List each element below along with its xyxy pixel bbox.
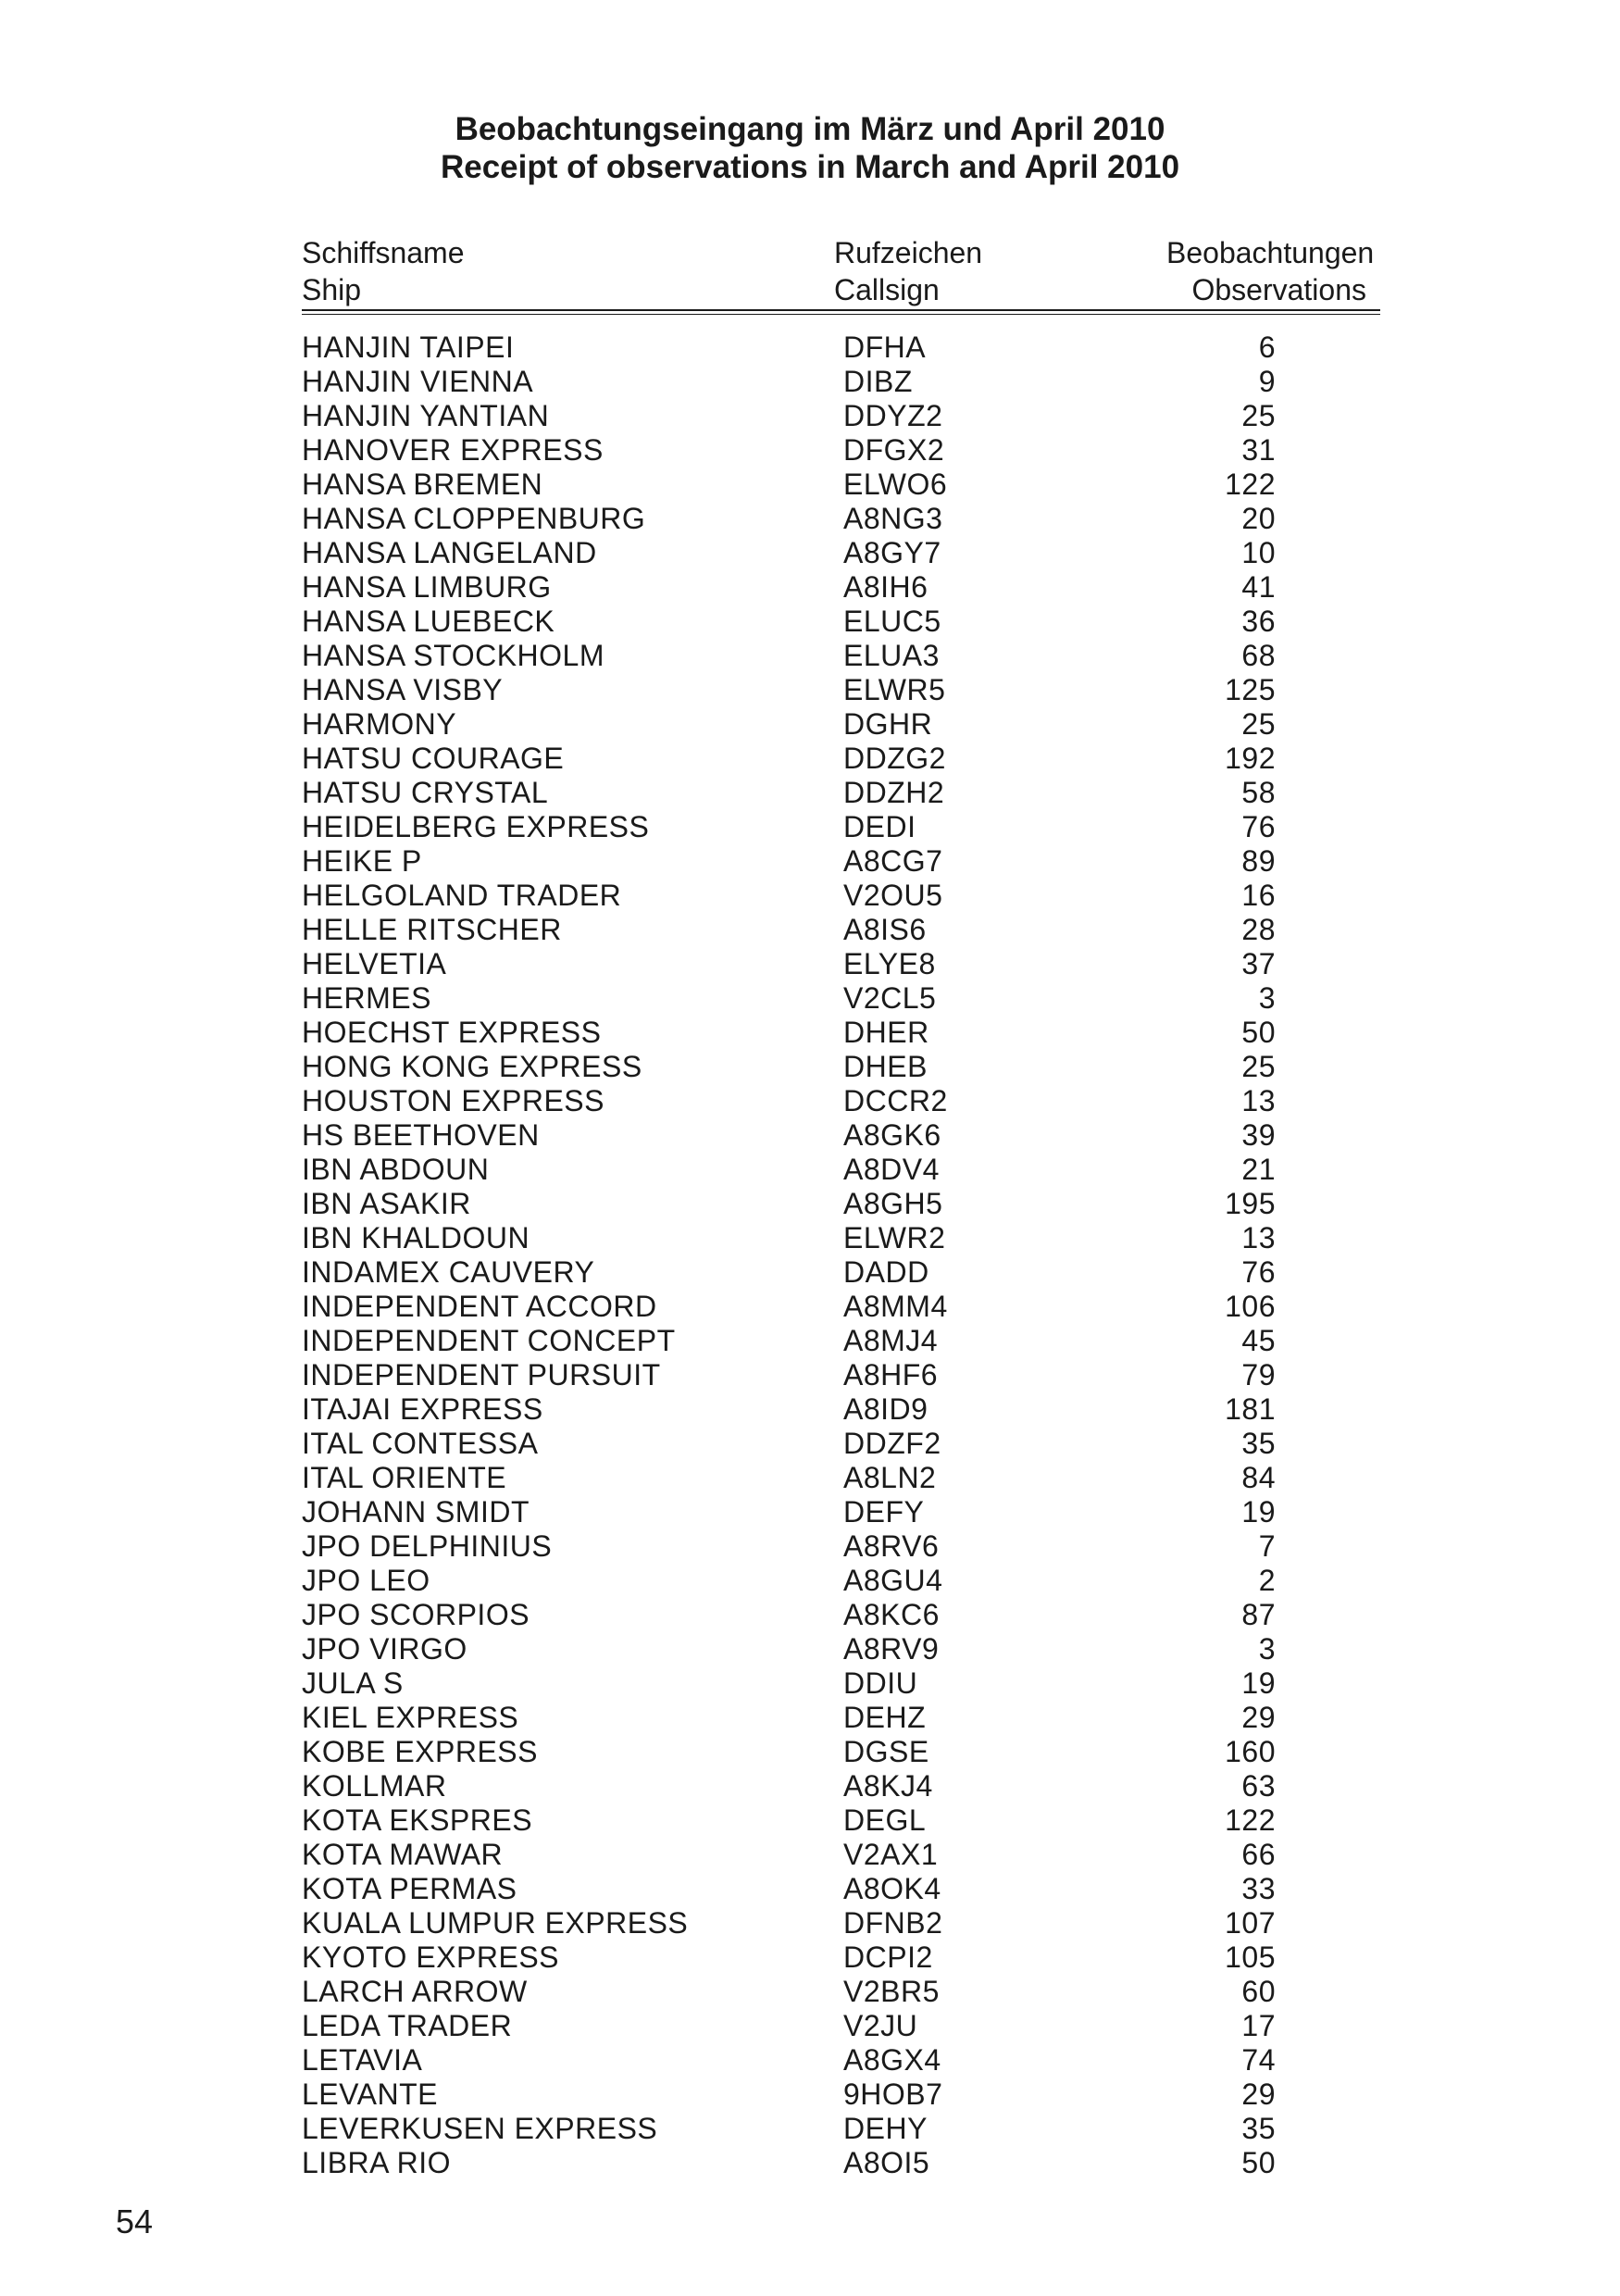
ship-name-cell: HEIDELBERG EXPRESS xyxy=(302,810,650,843)
callsign-cell: ELYE8 xyxy=(843,947,936,980)
ship-name-cell: ITAL ORIENTE xyxy=(302,1461,507,1494)
ship-name-cell: JOHANN SMIDT xyxy=(302,1495,530,1529)
observations-count-cell: 2 xyxy=(1258,1564,1276,1597)
ship-name-cell: JPO SCORPIOS xyxy=(302,1598,530,1631)
ship-name-cell: KOTA EKSPRES xyxy=(302,1803,533,1837)
observations-count-cell: 50 xyxy=(1241,2146,1276,2179)
table-row xyxy=(0,502,1620,536)
ship-name-cell: HATSU CRYSTAL xyxy=(302,776,549,809)
table-row xyxy=(0,1290,1620,1324)
table-row xyxy=(0,399,1620,433)
callsign-cell: V2JU xyxy=(843,2009,918,2042)
ship-name-cell: KUALA LUMPUR EXPRESS xyxy=(302,1906,689,1940)
table-row xyxy=(0,1872,1620,1906)
table-row xyxy=(0,1632,1620,1666)
observations-count-cell: 3 xyxy=(1258,1632,1276,1666)
ship-name-cell: IBN ABDOUN xyxy=(302,1153,490,1186)
observations-count-cell: 105 xyxy=(1225,1940,1276,1974)
callsign-cell: ELWR2 xyxy=(843,1221,946,1254)
column-header-ship-english: Ship xyxy=(302,273,362,306)
table-row xyxy=(0,1666,1620,1701)
observations-count-cell: 19 xyxy=(1241,1666,1276,1700)
ship-name-cell: HANSA LANGELAND xyxy=(302,536,597,569)
table-row xyxy=(0,365,1620,399)
page-title-english: Receipt of observations in March and April 2010 xyxy=(440,149,1180,185)
observations-count-cell: 25 xyxy=(1241,1050,1276,1083)
callsign-cell: DDZF2 xyxy=(843,1427,941,1460)
ship-name-cell: LEDA TRADER xyxy=(302,2009,513,2042)
callsign-cell: ELWO6 xyxy=(843,468,948,501)
table-row xyxy=(0,2009,1620,2043)
callsign-cell: A8CG7 xyxy=(843,844,943,878)
observations-count-cell: 181 xyxy=(1225,1392,1276,1426)
callsign-cell: DEGL xyxy=(843,1803,927,1837)
callsign-cell: A8HF6 xyxy=(843,1358,939,1391)
callsign-cell: DEDI xyxy=(843,810,916,843)
observations-count-cell: 19 xyxy=(1241,1495,1276,1529)
observations-count-cell: 84 xyxy=(1241,1461,1276,1494)
ship-name-cell: HANSA VISBY xyxy=(302,673,504,706)
ship-name-cell: HERMES xyxy=(302,981,431,1015)
table-row xyxy=(0,1255,1620,1290)
callsign-cell: A8GY7 xyxy=(843,536,941,569)
callsign-cell: DHEB xyxy=(843,1050,928,1083)
observations-count-cell: 122 xyxy=(1225,1803,1276,1837)
observations-count-cell: 35 xyxy=(1241,2112,1276,2145)
ship-name-cell: HELVETIA xyxy=(302,947,447,980)
observations-count-cell: 37 xyxy=(1241,947,1276,980)
callsign-cell: A8DV4 xyxy=(843,1153,940,1186)
observations-count-cell: 29 xyxy=(1241,2078,1276,2111)
callsign-cell: DADD xyxy=(843,1255,929,1289)
observations-count-cell: 125 xyxy=(1225,673,1276,706)
table-row xyxy=(0,673,1620,707)
observations-count-cell: 58 xyxy=(1241,776,1276,809)
observations-count-cell: 68 xyxy=(1241,639,1276,672)
callsign-cell: A8KJ4 xyxy=(843,1769,933,1803)
observations-count-cell: 31 xyxy=(1241,433,1276,467)
observations-count-cell: 66 xyxy=(1241,1838,1276,1871)
ship-name-cell: HANJIN TAIPEI xyxy=(302,331,515,364)
ship-name-cell: JPO DELPHINIUS xyxy=(302,1529,553,1563)
observations-count-cell: 74 xyxy=(1241,2043,1276,2077)
callsign-cell: DGSE xyxy=(843,1735,929,1768)
callsign-cell: DEFY xyxy=(843,1495,925,1529)
observations-count-cell: 25 xyxy=(1241,399,1276,432)
ship-name-cell: HELLE RITSCHER xyxy=(302,913,562,946)
table-row xyxy=(0,2078,1620,2112)
table-row xyxy=(0,913,1620,947)
observations-count-cell: 35 xyxy=(1241,1427,1276,1460)
ship-name-cell: HATSU COURAGE xyxy=(302,742,565,775)
observations-count-cell: 33 xyxy=(1241,1872,1276,1905)
table-row xyxy=(0,879,1620,913)
ship-name-cell: HANSA LIMBURG xyxy=(302,570,552,604)
table-row xyxy=(0,1940,1620,1975)
observations-count-cell: 41 xyxy=(1241,570,1276,604)
table-row xyxy=(0,981,1620,1016)
ship-name-cell: INDAMEX CAUVERY xyxy=(302,1255,595,1289)
callsign-cell: A8MJ4 xyxy=(843,1324,939,1357)
ship-name-cell: INDEPENDENT ACCORD xyxy=(302,1290,657,1323)
callsign-cell: ELWR5 xyxy=(843,673,946,706)
callsign-cell: DDZG2 xyxy=(843,742,946,775)
callsign-cell: A8RV6 xyxy=(843,1529,940,1563)
callsign-cell: V2AX1 xyxy=(843,1838,939,1871)
ship-name-cell: INDEPENDENT CONCEPT xyxy=(302,1324,676,1357)
ship-name-cell: HOUSTON EXPRESS xyxy=(302,1084,604,1117)
callsign-cell: A8KC6 xyxy=(843,1598,940,1631)
table-row xyxy=(0,742,1620,776)
callsign-cell: A8NG3 xyxy=(843,502,943,535)
page-title-german: Beobachtungseingang im März und April 2010 xyxy=(455,111,1165,147)
observations-count-cell: 192 xyxy=(1225,742,1276,775)
observations-count-cell: 10 xyxy=(1241,536,1276,569)
callsign-cell: A8LN2 xyxy=(843,1461,937,1494)
callsign-cell: DDIU xyxy=(843,1666,918,1700)
callsign-cell: A8GK6 xyxy=(843,1118,941,1152)
observations-count-cell: 76 xyxy=(1241,810,1276,843)
callsign-cell: A8GU4 xyxy=(843,1564,943,1597)
observations-count-cell: 122 xyxy=(1225,468,1276,501)
table-row xyxy=(0,639,1620,673)
table-row xyxy=(0,1598,1620,1632)
ship-name-cell: KIEL EXPRESS xyxy=(302,1701,519,1734)
callsign-cell: DFNB2 xyxy=(843,1906,943,1940)
callsign-cell: 9HOB7 xyxy=(843,2078,943,2111)
ship-name-cell: HANSA BREMEN xyxy=(302,468,543,501)
table-row xyxy=(0,2043,1620,2078)
ship-name-cell: LIBRA RIO xyxy=(302,2146,451,2179)
callsign-cell: ELUC5 xyxy=(843,605,941,638)
table-row xyxy=(0,844,1620,879)
observations-count-cell: 106 xyxy=(1225,1290,1276,1323)
callsign-cell: A8OK4 xyxy=(843,1872,941,1905)
ship-name-cell: KYOTO EXPRESS xyxy=(302,1940,559,1974)
ship-name-cell: KOTA PERMAS xyxy=(302,1872,517,1905)
ship-name-cell: HARMONY xyxy=(302,707,457,741)
callsign-cell: A8MM4 xyxy=(843,1290,948,1323)
ship-name-cell: HANSA LUEBECK xyxy=(302,605,555,638)
observations-count-cell: 28 xyxy=(1241,913,1276,946)
ship-name-cell: ITAJAI EXPRESS xyxy=(302,1392,543,1426)
ship-name-cell: HELGOLAND TRADER xyxy=(302,879,622,912)
ship-name-cell: LEVERKUSEN EXPRESS xyxy=(302,2112,658,2145)
ship-name-cell: KOBE EXPRESS xyxy=(302,1735,538,1768)
table-row xyxy=(0,2112,1620,2146)
callsign-cell: DCCR2 xyxy=(843,1084,948,1117)
observations-count-cell: 36 xyxy=(1241,605,1276,638)
table-row xyxy=(0,1838,1620,1872)
observations-count-cell: 50 xyxy=(1241,1016,1276,1049)
callsign-cell: V2BR5 xyxy=(843,1975,940,2008)
callsign-cell: V2OU5 xyxy=(843,879,943,912)
ship-name-cell: INDEPENDENT PURSUIT xyxy=(302,1358,661,1391)
observations-count-cell: 160 xyxy=(1225,1735,1276,1768)
ship-name-cell: HANOVER EXPRESS xyxy=(302,433,604,467)
table-row xyxy=(0,1975,1620,2009)
table-row xyxy=(0,1153,1620,1187)
table-row xyxy=(0,1564,1620,1598)
ship-name-cell: IBN ASAKIR xyxy=(302,1187,471,1220)
table-row xyxy=(0,1495,1620,1529)
callsign-cell: DDZH2 xyxy=(843,776,945,809)
table-row xyxy=(0,1084,1620,1118)
column-header-observations-german: Beobachtungen xyxy=(1166,236,1375,269)
table-row xyxy=(0,810,1620,844)
callsign-cell: A8RV9 xyxy=(843,1632,940,1666)
table-row xyxy=(0,433,1620,468)
column-header-callsign-german: Rufzeichen xyxy=(834,236,983,269)
table-row xyxy=(0,468,1620,502)
table-row xyxy=(0,1358,1620,1392)
ship-name-cell: KOTA MAWAR xyxy=(302,1838,504,1871)
ship-name-cell: HANSA STOCKHOLM xyxy=(302,639,604,672)
table-row xyxy=(0,1392,1620,1427)
callsign-cell: DEHY xyxy=(843,2112,928,2145)
callsign-cell: DIBZ xyxy=(843,365,913,398)
ship-name-cell: HOECHST EXPRESS xyxy=(302,1016,602,1049)
table-row xyxy=(0,1221,1620,1255)
callsign-cell: A8GH5 xyxy=(843,1187,943,1220)
callsign-cell: DFHA xyxy=(843,331,927,364)
column-header-ship-german: Schiffsname xyxy=(302,236,465,269)
ship-name-cell: JPO VIRGO xyxy=(302,1632,467,1666)
table-row xyxy=(0,1187,1620,1221)
observations-count-cell: 76 xyxy=(1241,1255,1276,1289)
table-row xyxy=(0,1461,1620,1495)
table-row xyxy=(0,707,1620,742)
table-row xyxy=(0,1529,1620,1564)
observations-count-cell: 17 xyxy=(1241,2009,1276,2042)
ship-name-cell: HANSA CLOPPENBURG xyxy=(302,502,646,535)
header-divider-thick xyxy=(302,309,1380,311)
page-number: 54 xyxy=(116,2202,154,2240)
callsign-cell: DDYZ2 xyxy=(843,399,943,432)
observations-count-cell: 29 xyxy=(1241,1701,1276,1734)
ship-name-cell: ITAL CONTESSA xyxy=(302,1427,539,1460)
ship-name-cell: KOLLMAR xyxy=(302,1769,447,1803)
callsign-cell: ELUA3 xyxy=(843,639,940,672)
table-row xyxy=(0,1118,1620,1153)
ship-name-cell: LARCH ARROW xyxy=(302,1975,528,2008)
ship-name-cell: JULA S xyxy=(302,1666,404,1700)
ship-name-cell: IBN KHALDOUN xyxy=(302,1221,530,1254)
callsign-cell: DCPI2 xyxy=(843,1940,933,1974)
observations-count-cell: 63 xyxy=(1241,1769,1276,1803)
callsign-cell: A8OI5 xyxy=(843,2146,930,2179)
table-row xyxy=(0,2146,1620,2180)
observations-count-cell: 60 xyxy=(1241,1975,1276,2008)
table-row xyxy=(0,605,1620,639)
table-row xyxy=(0,331,1620,365)
callsign-cell: DHER xyxy=(843,1016,929,1049)
observations-count-cell: 13 xyxy=(1241,1221,1276,1254)
table-row xyxy=(0,570,1620,605)
table-row xyxy=(0,1701,1620,1735)
table-row xyxy=(0,947,1620,981)
header-divider-thin xyxy=(302,314,1380,315)
callsign-cell: A8GX4 xyxy=(843,2043,941,2077)
observations-count-cell: 13 xyxy=(1241,1084,1276,1117)
table-row xyxy=(0,1050,1620,1084)
column-header-observations-english: Observations xyxy=(1191,273,1366,306)
ship-name-cell: LETAVIA xyxy=(302,2043,423,2077)
column-header-callsign-english: Callsign xyxy=(834,273,940,306)
observations-count-cell: 20 xyxy=(1241,502,1276,535)
callsign-cell: A8ID9 xyxy=(843,1392,928,1426)
callsign-cell: DEHZ xyxy=(843,1701,927,1734)
callsign-cell: DFGX2 xyxy=(843,433,945,467)
table-row xyxy=(0,1906,1620,1940)
observations-count-cell: 16 xyxy=(1241,879,1276,912)
table-row xyxy=(0,1803,1620,1838)
callsign-cell: V2CL5 xyxy=(843,981,937,1015)
ship-name-cell: HS BEETHOVEN xyxy=(302,1118,540,1152)
observations-count-cell: 89 xyxy=(1241,844,1276,878)
observations-count-cell: 6 xyxy=(1258,331,1276,364)
observations-count-cell: 25 xyxy=(1241,707,1276,741)
table-row xyxy=(0,1016,1620,1050)
table-row xyxy=(0,1769,1620,1803)
ship-name-cell: HANJIN YANTIAN xyxy=(302,399,550,432)
ship-name-cell: LEVANTE xyxy=(302,2078,438,2111)
observations-table-body xyxy=(0,331,1620,2180)
ship-name-cell: JPO LEO xyxy=(302,1564,430,1597)
observations-count-cell: 79 xyxy=(1241,1358,1276,1391)
observations-count-cell: 3 xyxy=(1258,981,1276,1015)
table-row xyxy=(0,536,1620,570)
observations-count-cell: 21 xyxy=(1241,1153,1276,1186)
table-row xyxy=(0,1324,1620,1358)
table-row xyxy=(0,1427,1620,1461)
callsign-cell: A8IS6 xyxy=(843,913,927,946)
observations-count-cell: 107 xyxy=(1225,1906,1276,1940)
ship-name-cell: HEIKE P xyxy=(302,844,422,878)
observations-count-cell: 39 xyxy=(1241,1118,1276,1152)
observations-count-cell: 87 xyxy=(1241,1598,1276,1631)
observations-count-cell: 45 xyxy=(1241,1324,1276,1357)
callsign-cell: DGHR xyxy=(843,707,933,741)
observations-count-cell: 195 xyxy=(1225,1187,1276,1220)
observations-count-cell: 7 xyxy=(1258,1529,1276,1563)
ship-name-cell: HANJIN VIENNA xyxy=(302,365,534,398)
callsign-cell: A8IH6 xyxy=(843,570,928,604)
table-row xyxy=(0,1735,1620,1769)
table-row xyxy=(0,776,1620,810)
ship-name-cell: HONG KONG EXPRESS xyxy=(302,1050,642,1083)
observations-count-cell: 9 xyxy=(1258,365,1276,398)
